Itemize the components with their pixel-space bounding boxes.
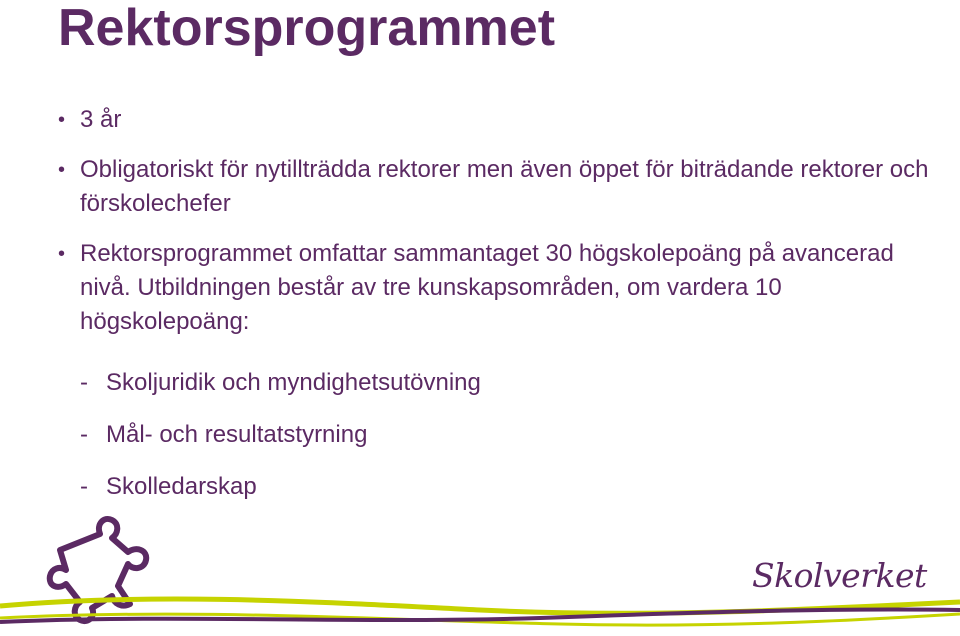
sub-item-marker: - (80, 369, 88, 396)
bullet-text: Obligatoriskt för nytillträdda rektorer men även öppet för biträdande rektorer och förskolechefer (80, 156, 929, 217)
sub-item-marker: - (80, 421, 88, 448)
sub-item-text: Mål- och resultatstyrning (106, 421, 368, 448)
bullet-item (58, 103, 938, 137)
puzzle-piece-icon (50, 519, 146, 621)
sub-list (80, 366, 481, 522)
bullet-marker: • (58, 159, 66, 181)
bullet-item (58, 153, 938, 221)
sub-item (80, 470, 481, 504)
bullet-marker: • (58, 243, 66, 265)
sub-item-marker: - (80, 473, 88, 500)
sub-item-text: Skolledarskap (106, 473, 257, 500)
bullet-text: 3 år (80, 106, 122, 133)
bullet-item (58, 237, 938, 339)
sub-item (80, 418, 481, 452)
bullet-list (58, 103, 938, 355)
bullet-marker: • (58, 109, 66, 131)
sub-item-text: Skoljuridik och myndighetsutövning (106, 369, 481, 396)
skolverket-logo: Skolverket (752, 556, 927, 595)
bullet-text: Rektorsprogrammet omfattar sammantaget 30 högskolepoäng på avancerad nivå. Utbildningen består av tre kunskapsområden, om vardera 10 högskolepoäng: (80, 240, 894, 335)
sub-item (80, 366, 481, 400)
slide-title: Rektorsprogrammet (58, 0, 556, 57)
